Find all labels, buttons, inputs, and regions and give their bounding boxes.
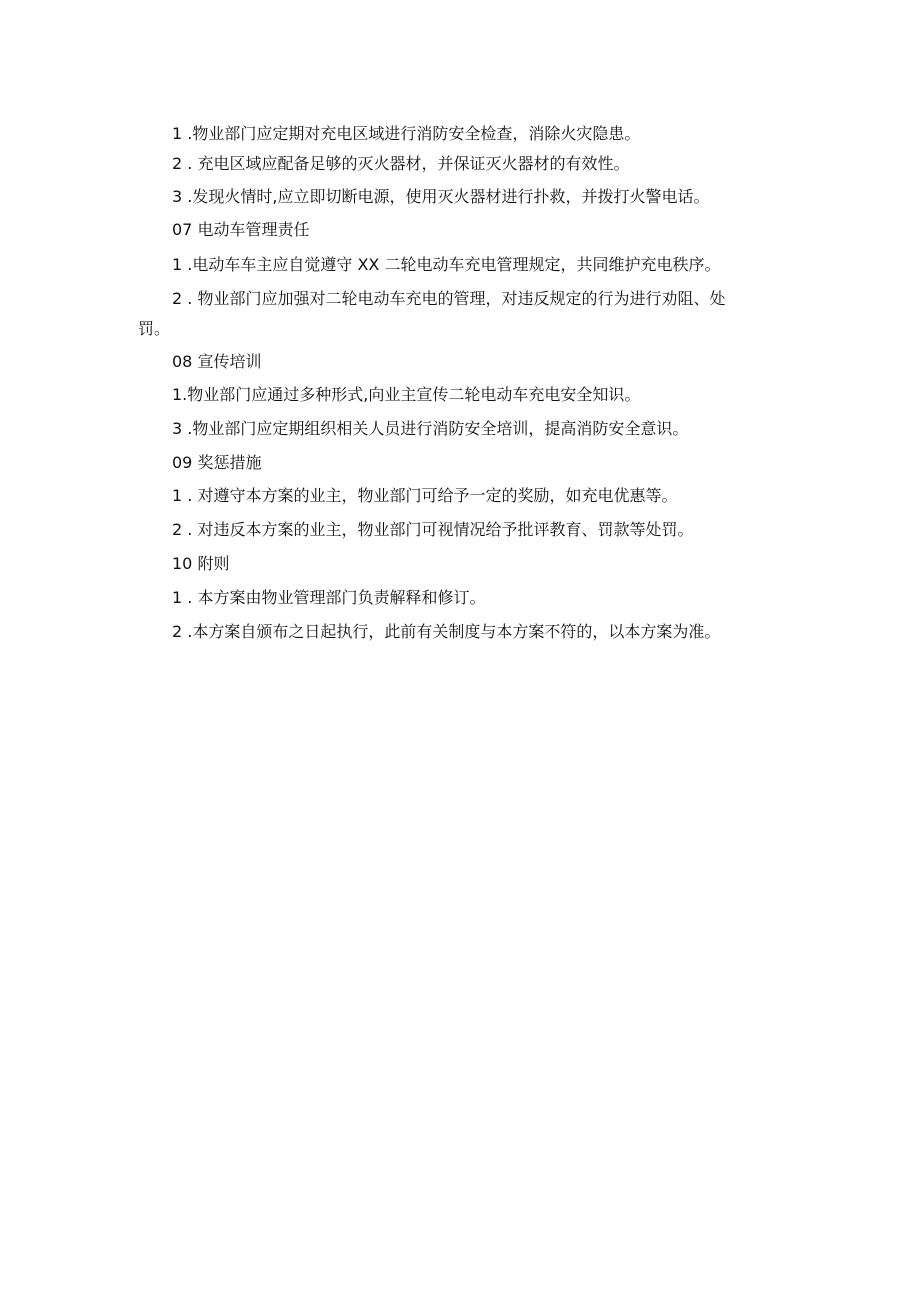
paragraph-fire-response: 3 .发现火情时,应立即切断电源，使用灭火器材进行扑救，并拨打火警电话。 — [172, 187, 710, 206]
section-heading-10: 10 附则 — [172, 554, 230, 573]
section-heading-08: 08 宣传培训 — [172, 352, 262, 371]
paragraph-owner-duty: 1 .电动车车主应自觉遵守 XX 二轮电动车充电管理规定，共同维护充电秩序。 — [172, 255, 721, 274]
paragraph-training: 3 .物业部门应定期组织相关人员进行消防安全培训，提高消防安全意识。 — [172, 419, 689, 438]
paragraph-effective-date: 2 .本方案自颁布之日起执行，此前有关制度与本方案不符的，以本方案为准。 — [172, 622, 721, 641]
paragraph-property-management: 2 . 物业部门应加强对二轮电动车充电的管理，对违反规定的行为进行劝阻、处 — [172, 289, 726, 308]
paragraph-publicity: 1.物业部门应通过多种形式,向业主宣传二轮电动车充电安全知识。 — [172, 385, 641, 404]
paragraph-interpretation: 1 . 本方案由物业管理部门负责解释和修订。 — [172, 588, 486, 607]
paragraph-property-management-continued: 罚。 — [138, 319, 171, 338]
section-heading-09: 09 奖惩措施 — [172, 453, 262, 472]
paragraph-fire-equipment: 2 . 充电区域应配备足够的灭火器材，并保证灭火器材的有效性。 — [172, 154, 630, 173]
section-heading-07: 07 电动车管理责任 — [172, 220, 310, 239]
paragraph-fire-check: 1 .物业部门应定期对充电区域进行消防安全检查，消除火灾隐患。 — [172, 124, 641, 143]
paragraph-penalty: 2 . 对违反本方案的业主，物业部门可视情况给予批评教育、罚款等处罚。 — [172, 520, 694, 539]
paragraph-reward: 1 . 对遵守本方案的业主，物业部门可给予一定的奖励，如充电优惠等。 — [172, 486, 678, 505]
